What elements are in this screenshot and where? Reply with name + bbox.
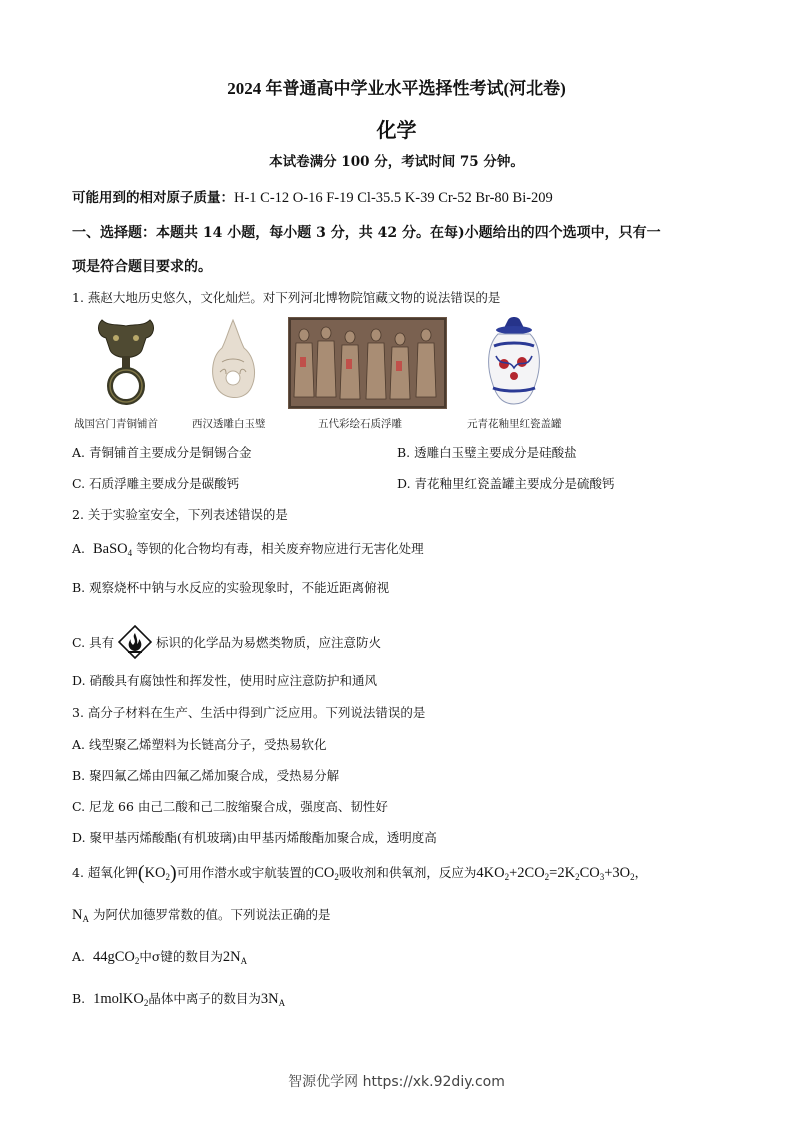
exam-title: 2024 年普通高中学业水平选择性考试(河北卷) <box>227 79 566 98</box>
q1-stem: 1. 燕赵大地历史悠久，文化灿烂。对下列河北博物院馆藏文物的说法错误的是 <box>72 290 501 305</box>
jade-bi-image <box>208 318 258 408</box>
q4-b-value: $3N_A$ <box>260 991 286 1008</box>
caption-stone-relief: 五代彩绘石质浮雕 <box>318 418 402 430</box>
atoms-label: 可能用到的相对原子质量： <box>72 190 234 206</box>
exam-note: 本试卷满分 100 分，考试时间 75 分钟。 <box>269 154 524 170</box>
q3-stem: 3. 高分子材料在生产、生活中得到广泛应用。下列说法错误的是 <box>72 705 426 720</box>
q4-stem-a: 4. 超氧化钾 <box>72 865 138 880</box>
q4-stem-line2 <box>72 905 330 924</box>
bronze-knocker-image <box>94 316 158 406</box>
q4-b-amount: 1molKO$_2$ <box>93 991 149 1008</box>
porcelain-jar-image <box>484 316 544 408</box>
q4-b-label: B. <box>72 991 86 1006</box>
subject-title: 化学 <box>376 118 417 142</box>
q4-a-mid: 中σ键的数目为 <box>139 949 223 964</box>
q4-stem-line1: 4. 超氧化钾$(KO_2)$可用作潜水或宇航装置的$CO_2$吸收剂和供氧剂，反应为$4KO_2+2CO_2=2K_2CO_3+3O_2$， <box>72 862 648 884</box>
q2-c-pre: C. 具有 <box>72 635 115 650</box>
q4-option-a <box>72 947 247 966</box>
q2-a-label: A. <box>72 541 86 556</box>
q3-option-a: A. 线型聚乙烯塑料为长链高分子，受热易软化 <box>72 737 327 752</box>
q4-a-value: $2N_A$ <box>222 949 248 966</box>
caption-bronze-knocker: 战国宫门青铜铺首 <box>74 418 158 430</box>
baso4-formula: BaSO$_4$ <box>92 541 133 558</box>
co2-formula: $CO_2$ <box>314 865 339 882</box>
ko2-formula: $(KO_2)$ <box>137 862 177 884</box>
atomic-masses <box>72 186 553 207</box>
stone-relief-image <box>288 317 447 409</box>
q2-stem: 2. 关于实验室安全，下列表述错误的是 <box>72 507 288 522</box>
q3-option-c: C. 尼龙 66 由己二酸和己二胺缩聚合成，强度高、韧性好 <box>72 799 388 814</box>
q4-stem-b: 可用作潜水或宇航装置的 <box>176 865 315 880</box>
q1-option-c: C. 石质浮雕主要成分是碳酸钙 <box>72 476 240 491</box>
q1-option-d: D. 青花釉里红瓷盖罐主要成分是硫酸钙 <box>397 476 615 491</box>
q4-stem-c: 吸收剂和供氧剂，反应为 <box>338 865 477 880</box>
q4-a-mass: 44gCO$_2$ <box>92 949 140 966</box>
q3-option-d: D. 聚甲基丙烯酸酯(有机玻璃)由甲基丙烯酸酯加聚合成，透明度高 <box>72 830 437 845</box>
na-symbol: $N_A$ <box>72 907 89 924</box>
section-heading-line1: 一、选择题：本题共 14 小题，每小题 3 分，共 42 分。在每)小题给出的四个选项中，只有一 <box>72 225 661 241</box>
q1-option-a: A. 青铜铺首主要成分是铜锡合金 <box>72 445 252 460</box>
q2-option-d: D. 硝酸具有腐蚀性和挥发性，使用时应注意防护和通风 <box>72 673 378 688</box>
reaction-equation: $4KO_2+2CO_2=2K_2CO_3+3O_2$ <box>476 865 635 882</box>
q4-option-b <box>72 989 285 1008</box>
flammable-icon <box>118 625 152 659</box>
section-heading-line2: 项是符合题目要求的。 <box>72 259 212 275</box>
q4-a-label: A. <box>72 949 86 964</box>
caption-jade-bi: 西汉透雕白玉璧 <box>192 418 266 430</box>
q2-c-post: 标识的化学品为易燃类物质，应注意防火 <box>156 635 382 650</box>
q4-stem-d: 为阿伏加德罗常数的值。下列说法正确的是 <box>92 907 331 922</box>
q4-b-mid: 晶体中离子的数目为 <box>148 991 261 1006</box>
q2-a-text: 等钡的化合物均有毒，相关废弃物应进行无害化处理 <box>136 541 424 556</box>
caption-porcelain-jar: 元青花釉里红瓷盖罐 <box>467 418 562 430</box>
footer-watermark: 智源优学网 https://xk.92diy.com <box>288 1074 505 1090</box>
q1-option-b: B. 透雕白玉璧主要成分是硅酸盐 <box>397 445 577 460</box>
q3-option-b: B. 聚四氟乙烯由四氟乙烯加聚合成，受热易分解 <box>72 768 340 783</box>
q2-option-b: B. 观察烧杯中钠与水反应的实验现象时，不能近距离俯视 <box>72 580 390 595</box>
q2-option-a <box>72 539 424 558</box>
atoms-values: H-1 C-12 O-16 F-19 Cl-35.5 K-39 Cr-52 Br-80 Bi-209 <box>234 190 553 206</box>
q2-option-c <box>72 625 381 659</box>
